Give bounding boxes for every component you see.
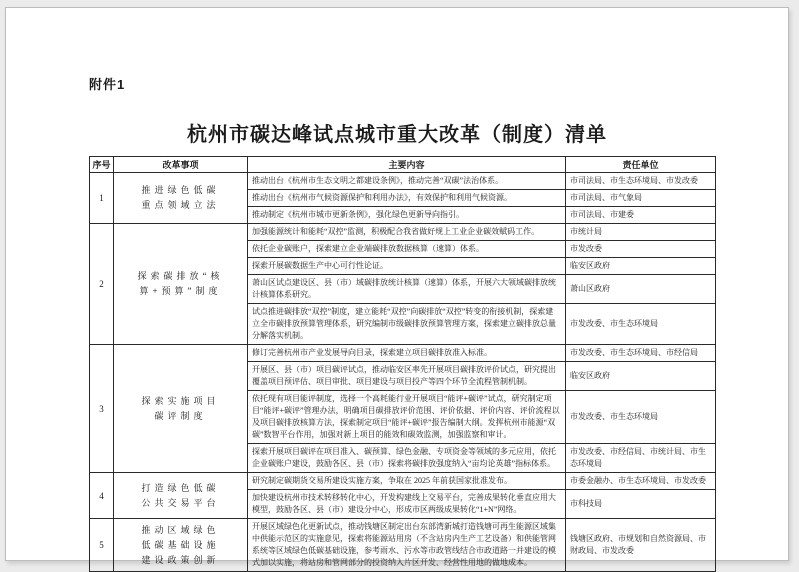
table-head	[90, 157, 716, 173]
attachment-label: 附件1	[89, 77, 126, 92]
row-number: 4	[90, 473, 114, 519]
task-content: 探索开展碳数据生产中心可行性论证。	[248, 258, 566, 275]
row-number: 1	[90, 173, 114, 224]
task-content: 依托现有项目能评制度，选择一个高耗能行业开展项目“能评+碳评”试点，研究制定项目“能评+碳评”管理办法，明确项目碳排放评价范围、评价依据、评价内容、评价流程以及项目碳排放核算方法，探索制定项目“能评+碳评”报告编制大纲。发挥杭州市能源“双碳”数智平台作用，加强对新上项目的能效和碳效监测，加强监察和审计。	[248, 391, 566, 444]
task-content: 推动出台《杭州市气候资源保护和利用办法》，有效保护和利用气候资源。	[248, 190, 566, 207]
task-content: 探索开展项目碳评在项目准入、碳预算、绿色金融、专项资金等领域的多元应用，依托企业碳账户建设，鼓励各区、县（市）探索将碳排放强度纳入“亩均论英雄”指标体系。	[248, 444, 566, 473]
table-body	[90, 173, 716, 572]
responsible-unit: 钱塘区政府、市规划和自然资源局、市财政局、市发改委	[566, 519, 716, 572]
responsible-unit: 市司法局、市建委	[566, 207, 716, 224]
responsible-unit: 萧山区政府	[566, 275, 716, 304]
task-content: 萧山区试点建设区、县（市）域碳排放统计核算（速算）体系，开展六大领域碳排放统计核算体系研究。	[248, 275, 566, 304]
responsible-unit: 市统计局	[566, 224, 716, 241]
responsible-unit: 市发改委、市生态环境局、市经信局	[566, 345, 716, 362]
row-number: 5	[90, 519, 114, 572]
table-row	[90, 519, 716, 572]
reform-table	[89, 156, 716, 572]
reform-item: 推进绿色低碳重点领域立法	[114, 173, 248, 224]
responsible-unit: 临安区政府	[566, 362, 716, 391]
task-content: 开展区、县（市）项目碳评试点，推动临安区率先开展项目碳排放评价试点，研究提出覆盖项目预评估、项目审批、项目建设与项目投产等四个环节全流程管制机制。	[248, 362, 566, 391]
task-content: 推动制定《杭州市城市更新条例》，强化绿色更新导向指引。	[248, 207, 566, 224]
column-header: 改革事项	[114, 157, 248, 173]
task-content: 开展区域绿色化更新试点，推动钱塘区制定出台东部湾新城打造钱塘可再生能源区域集中供能示范区的实施意见，探索将能源站用房（不含站房内生产工艺设备）和供能管网系统等区域绿色低碳基础设施，参考雨水、污水等市政管线结合市政道路一并建设的模式加以实施，将站房和管网部分的投资纳入片区开发、经营性用地的做地成本。	[248, 519, 566, 572]
responsible-unit: 市发改委、市生态环境局	[566, 391, 716, 444]
table-row	[90, 173, 716, 190]
reform-item: 打造绿色低碳公共交易平台	[114, 473, 248, 519]
row-number: 3	[90, 345, 114, 473]
reform-item: 探索实施项目碳评制度	[114, 345, 248, 473]
responsible-unit: 市委金融办、市生态环境局、市发改委	[566, 473, 716, 490]
responsible-unit: 市发改委、市经信局、市统计局、市生态环境局	[566, 444, 716, 473]
responsible-unit: 临安区政府	[566, 258, 716, 275]
responsible-unit: 市发改委、市生态环境局	[566, 304, 716, 345]
document-page	[5, 7, 789, 567]
responsible-unit: 市发改委	[566, 241, 716, 258]
responsible-unit: 市司法局、市气象局	[566, 190, 716, 207]
task-content: 推动出台《杭州市生态文明之都建设条例》，推动完善“双碳”法治体系。	[248, 173, 566, 190]
table-row	[90, 473, 716, 490]
task-content: 加强能源统计和能耗“双控”监测，积极配合我省做好规上工业企业碳效赋码工作。	[248, 224, 566, 241]
task-content: 加快建设杭州市技术转移转化中心，开发构建线上交易平台，完善成果转化垂直应用大模型，鼓励各区、县（市）建设分中心，形成市区两级成果转化“1+N”网络。	[248, 490, 566, 519]
column-header: 序号	[90, 157, 114, 173]
reform-item: 推动区域绿色低碳基础设施建设政策创新	[114, 519, 248, 572]
reform-item: 探索碳排放“核算+预算”制度	[114, 224, 248, 345]
page-title: 杭州市碳达峰试点城市重大改革（制度）清单	[187, 124, 607, 146]
task-content: 修订完善杭州市产业发展导向目录，探索建立项目碳排放准入标准。	[248, 345, 566, 362]
task-content: 依托企业碳账户，探索建立企业端碳排放数据核算（速算）体系。	[248, 241, 566, 258]
table-row	[90, 224, 716, 241]
row-number: 2	[90, 224, 114, 345]
column-header: 主要内容	[248, 157, 566, 173]
header-row	[90, 157, 716, 173]
responsible-unit: 市科技局	[566, 490, 716, 519]
task-content: 研究制定碳期货交易所建设实施方案，争取在 2025 年前获国家批准发布。	[248, 473, 566, 490]
task-content: 试点推进碳排放“双控”制度，建立能耗“双控”向碳排放“双控”转变的衔接机制，探索建立全市碳排放预算管理体系，研究编制市级碳排放预算管理方案，探索建立碳排放总量分解落实机制。	[248, 304, 566, 345]
responsible-unit: 市司法局、市生态环境局、市发改委	[566, 173, 716, 190]
column-header: 责任单位	[566, 157, 716, 173]
table-row	[90, 345, 716, 362]
